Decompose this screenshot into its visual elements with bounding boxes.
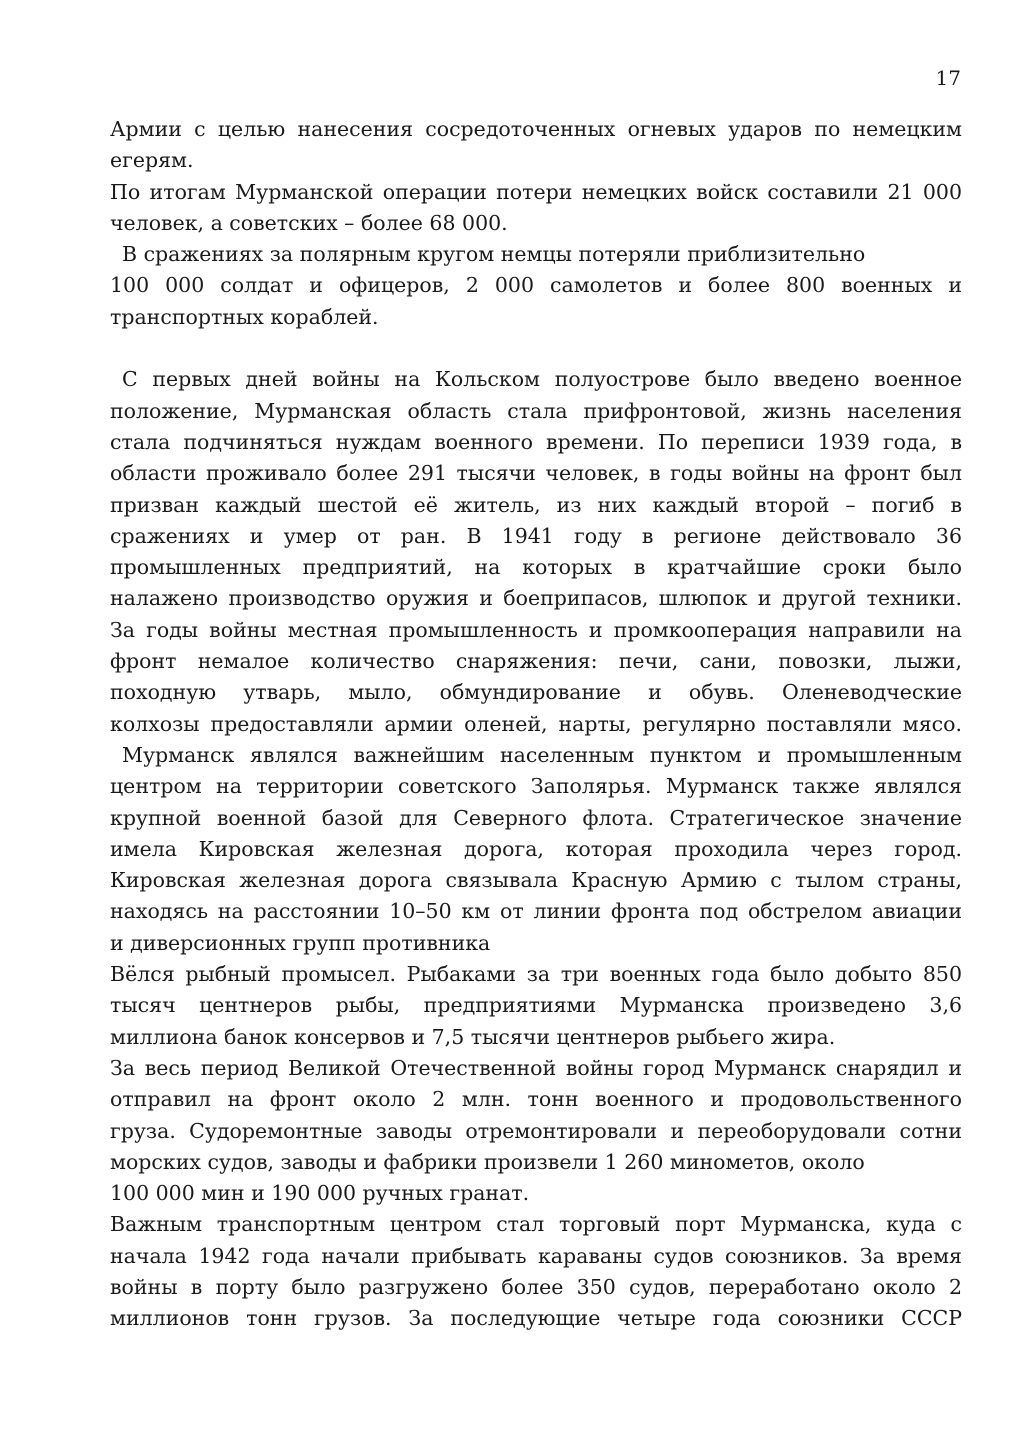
text-line: человек, а советских – более 68 000. (110, 210, 508, 235)
blank-line (110, 333, 962, 364)
text-line: промышленных предприятий, на которых в кратчайшие сроки было (110, 555, 962, 580)
text-line: колхозы предоставляли армии оленей, нарты, регулярно поставляли мясо. (110, 711, 962, 736)
text-line: войны в порту было разгружено более 350 судов, переработано около 2 (110, 1274, 962, 1299)
text-line: 100 000 мин и 190 000 ручных гранат. (110, 1181, 530, 1206)
text-line: стала подчиняться нуждам военного времени. По переписи 1939 года, в (110, 429, 962, 454)
text-line: За годы войны местная промышленность и промкооперация направили на (110, 617, 962, 642)
text-line: миллионов тонн грузов. За последующие четыре года союзники СССР (110, 1306, 962, 1331)
text-line: миллиона банок консервов и 7,5 тысячи центнеров рыбьего жира. (110, 1024, 836, 1049)
body-text (110, 114, 962, 1335)
text-line: начала 1942 года начали прибывать караваны судов союзников. За время (110, 1243, 962, 1268)
text-line: транспортных кораблей. (110, 304, 379, 329)
text-line: Мурманск являлся важнейшим населенным пунктом и промышленным (122, 742, 962, 767)
text-line: призван каждый шестой её житель, из них каждый второй – погиб в (110, 492, 962, 517)
text-line: С первых дней войны на Кольском полуострове было введено военное (122, 367, 962, 392)
page-number: 17 (935, 66, 961, 90)
text-line: груза. Судоремонтные заводы отремонтировали и переоборудовали сотни (110, 1118, 962, 1143)
text-line: фронт немалое количество снаряжения: печи, сани, повозки, лыжи, (110, 649, 962, 674)
text-line: По итогам Мурманской операции потери немецких войск составили 21 000 (110, 179, 962, 204)
text-line: Кировская железная дорога связывала Красную Армию с тылом страны, (110, 868, 962, 893)
text-line: находясь на расстоянии 10–50 км от линии фронта под обстрелом авиации (110, 899, 962, 924)
text-line: области проживало более 291 тысячи человек, в годы войны на фронт был (110, 461, 962, 486)
text-line: имела Кировская железная дорога, которая проходила через город. (110, 836, 962, 861)
text-line: походную утварь, мыло, обмундирование и обувь. Оленеводческие (110, 680, 962, 705)
text-line: егерям. (110, 148, 194, 173)
text-line: крупной военной базой для Северного флота. Стратегическое значение (110, 805, 962, 830)
text-line: сражениях и умер от ран. В 1941 году в регионе действовало 36 (110, 523, 962, 548)
text-line: и диверсионных групп противника (110, 930, 491, 955)
text-line: морских судов, заводы и фабрики произвели 1 260 минометов, около (110, 1149, 865, 1174)
text-line: центром на территории советского Заполярья. Мурманск также являлся (110, 774, 962, 799)
text-line: отправил на фронт около 2 млн. тонн военного и продовольственного (110, 1087, 962, 1112)
text-line: Вёлся рыбный промысел. Рыбаками за три военных года было добыто 850 (110, 962, 962, 987)
text-line: Армии с целью нанесения сосредоточенных огневых ударов по немецким (110, 117, 962, 141)
text-line: За весь период Великой Отечественной войны город Мурманск снарядил и (110, 1055, 962, 1080)
text-line: тысяч центнеров рыбы, предприятиями Мурманска произведено 3,6 (110, 993, 962, 1018)
text-line: Важным транспортным центром стал торговый порт Мурманска, куда с (110, 1212, 962, 1237)
text-line: положение, Мурманская область стала прифронтовой, жизнь населения (110, 398, 962, 423)
text-line: В сражениях за полярным кругом немцы потеряли приблизительно (122, 242, 866, 267)
text-line: 100 000 солдат и офицеров, 2 000 самолетов и более 800 военных и (110, 273, 962, 298)
text-line: налажено производство оружия и боеприпасов, шлюпок и другой техники. (110, 586, 962, 611)
